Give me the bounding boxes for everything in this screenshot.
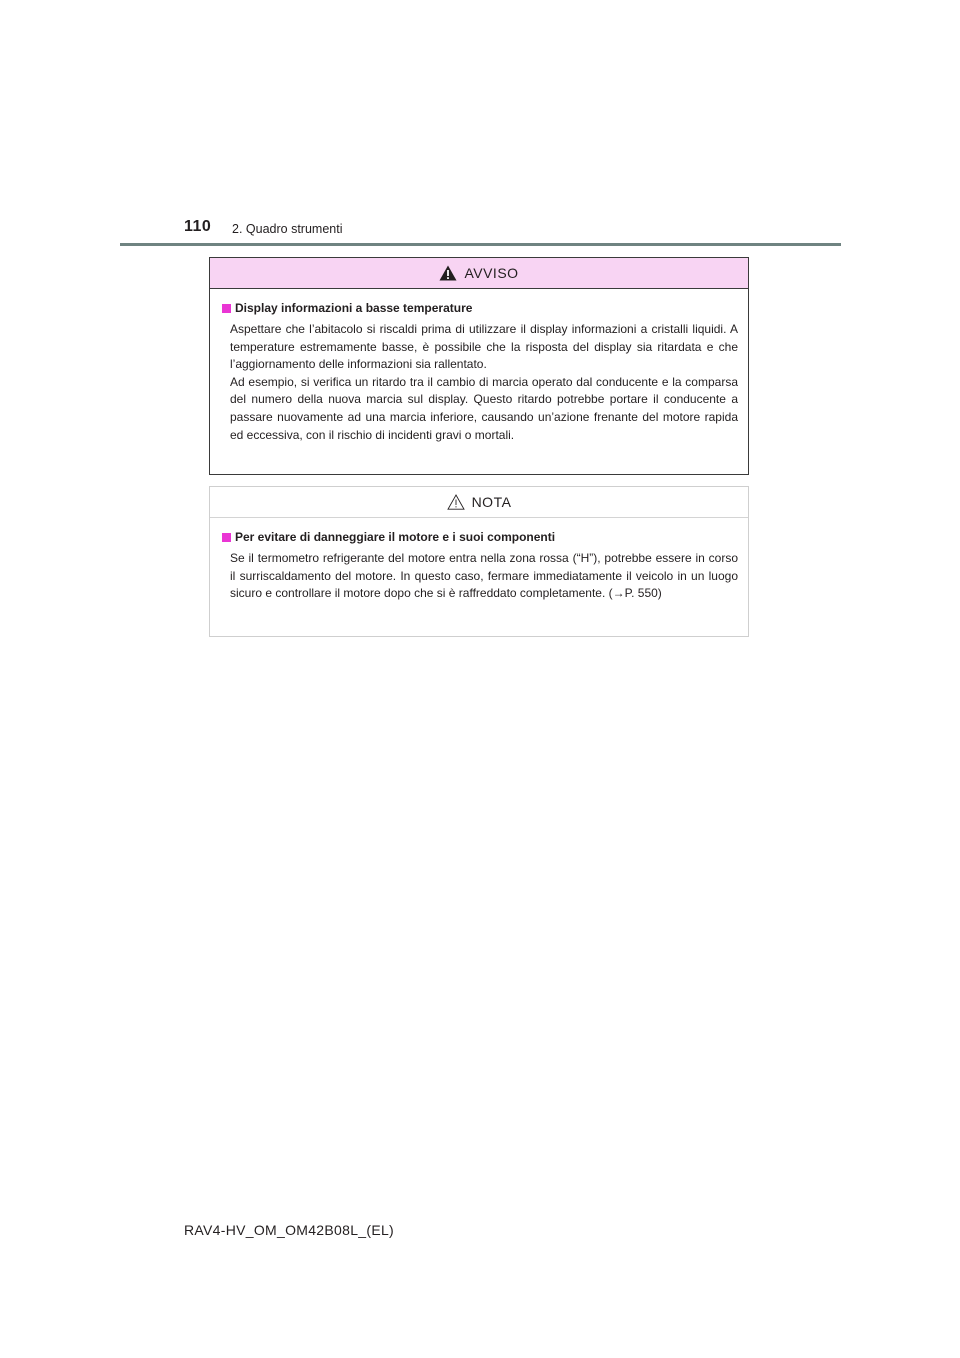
square-bullet-icon xyxy=(222,304,231,313)
note-section-title: Per evitare di danneggiare il motore e i suoi componenti xyxy=(235,530,556,544)
warning-body xyxy=(210,289,748,444)
chapter-title: 2. Quadro strumenti xyxy=(232,222,343,236)
note-box xyxy=(209,486,749,637)
warning-section-heading xyxy=(222,301,738,315)
warning-header xyxy=(210,258,748,289)
warning-paragraph-2: Ad esempio, si verifica un ritardo tra il cambio di marcia operato dal conducente e la comparsa del numero della nuova marcia sul display. Questo ritardo potrebbe portare il conducente a passare nuovamente ad una marcia inferiore, causando un’azione frenante del motore rapida ed eccessiva, con il rischio di incidenti gravi o mortali. xyxy=(230,374,738,442)
note-section-heading xyxy=(222,530,738,544)
warning-triangle-icon xyxy=(439,265,457,281)
warning-paragraph-1: Aspettare che l’abitacolo si riscaldi prima di utilizzare il display informazioni a cristalli liquidi. A temperature estremamente basse, è possibile che la risposta del display sia ritardata e che l’aggiornamento delle informazioni sia rallentato. xyxy=(230,322,738,372)
caution-triangle-outline-icon xyxy=(447,494,465,510)
warning-title: AVVISO xyxy=(464,265,519,281)
page-number: 110 xyxy=(184,218,212,235)
note-header xyxy=(210,487,748,518)
square-bullet-icon xyxy=(222,533,231,542)
document-code: RAV4-HV_OM_OM42B08L_(EL) xyxy=(184,1222,395,1238)
note-paragraph-1: Se il termometro refrigerante del motore entra nella zona rossa (“H”), potrebbe essere in corso il surriscaldamento del motore. In questo caso, fermare immediatamente il veicolo in un luogo sicuro e controllare il motore dopo che si è raffreddato completamente. (→P. 550) xyxy=(230,551,738,601)
note-title: NOTA xyxy=(471,494,512,510)
warning-box xyxy=(209,257,749,475)
note-body xyxy=(210,518,748,603)
header-divider xyxy=(120,243,841,246)
warning-section-title: Display informazioni a basse temperature xyxy=(235,301,473,315)
